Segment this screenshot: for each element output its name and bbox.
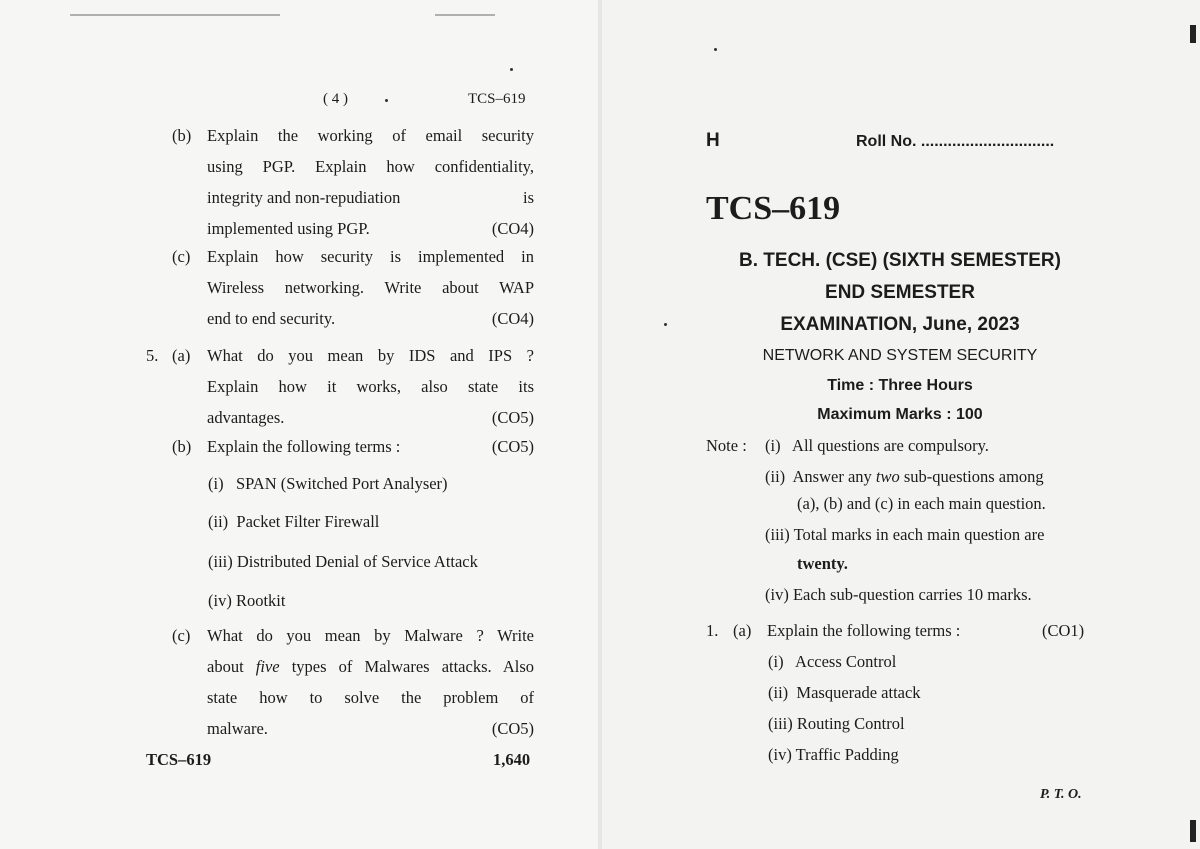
question-line: Explain the working of email security	[207, 126, 534, 145]
term-item: (i) Access Control	[768, 652, 897, 671]
note-item: (ii) Answer any two sub-questions among	[765, 467, 1044, 486]
scan-edge-mark	[1190, 820, 1196, 842]
question-line: Explain how it works, also state its	[207, 377, 534, 396]
question-line: advantages. (CO5)	[207, 402, 534, 433]
question-5c	[172, 620, 534, 744]
question-5a	[172, 340, 534, 433]
question-5b	[172, 431, 534, 462]
question-line: What do you mean by Malware ? Write	[207, 626, 534, 645]
question-line: malware. (CO5)	[207, 713, 534, 744]
scan-speck	[714, 48, 717, 51]
please-turn-over: P. T. O.	[1040, 787, 1082, 802]
maximum-marks: Maximum Marks : 100	[817, 406, 983, 423]
scan-speck	[664, 323, 667, 326]
question-label: (c)	[172, 247, 191, 266]
note-item: (iv) Each sub-question carries 10 marks.	[765, 585, 1032, 604]
program-title: B. TECH. (CSE) (SIXTH SEMESTER)	[739, 250, 1061, 271]
course-outcome: (CO1)	[1042, 621, 1085, 640]
term-item: (ii) Masquerade attack	[768, 683, 921, 702]
exam-title-line2: EXAMINATION, June, 2023	[780, 314, 1020, 335]
question-line: Wireless networking. Write about WAP	[207, 278, 534, 297]
question-line: about five types of Malwares attacks. Also	[207, 657, 534, 676]
term-item: (iii) Routing Control	[768, 714, 905, 733]
exam-title-line1: END SEMESTER	[825, 282, 975, 303]
page-header-code: TCS–619	[468, 91, 526, 107]
note-label: Note :	[706, 436, 747, 455]
question-line: using PGP. Explain how confidentiality,	[207, 157, 534, 176]
question-label: (a)	[172, 346, 191, 365]
footer-copies: 1,640	[493, 750, 531, 769]
question-line: implemented using PGP. (CO4)	[207, 213, 534, 244]
course-outcome: (CO5)	[491, 408, 534, 427]
question-line: What do you mean by IDS and IPS ?	[207, 346, 534, 365]
roll-number-field: Roll No. ..............................	[856, 133, 1055, 150]
course-outcome: (CO4)	[491, 309, 534, 328]
question-line: Explain how security is implemented in	[207, 247, 534, 266]
scan-speck	[385, 99, 388, 102]
question-4c	[172, 241, 534, 334]
question-label: (b)	[172, 437, 192, 456]
course-outcome: (CO4)	[491, 219, 534, 238]
note-item: (iii) Total marks in each main question are	[765, 525, 1045, 544]
question-label: (b)	[172, 126, 192, 145]
question-line: end to end security. (CO4)	[207, 303, 534, 334]
question-line: integrity and non-repudiation is	[207, 188, 534, 207]
question-4b	[172, 120, 534, 244]
course-outcome: (CO5)	[491, 437, 534, 456]
paper-code: TCS–619	[706, 190, 841, 227]
course-outcome: (CO5)	[491, 719, 534, 738]
question-number: 1.	[706, 621, 719, 640]
term-item: (iv) Rootkit	[208, 591, 286, 610]
page-fold	[598, 0, 602, 849]
scan-edge-mark	[1190, 25, 1196, 43]
scan-speck	[510, 68, 513, 71]
question-line: state how to solve the problem of	[207, 688, 534, 707]
note-item-continued: (a), (b) and (c) in each main question.	[797, 494, 1046, 513]
term-item: (ii) Packet Filter Firewall	[208, 512, 380, 531]
paper-set: H	[706, 130, 720, 151]
scan-edge-line	[435, 14, 495, 16]
note-item-continued: twenty.	[797, 554, 848, 573]
question-label: (a)	[733, 621, 752, 640]
question-label: (c)	[172, 626, 191, 645]
exam-duration: Time : Three Hours	[827, 377, 973, 394]
term-item: (iv) Traffic Padding	[768, 745, 899, 764]
question-number: 5.	[146, 346, 159, 365]
question-line: Explain the following terms : (CO5)	[207, 431, 534, 462]
subject-title: NETWORK AND SYSTEM SECURITY	[762, 347, 1038, 364]
page-number: ( 4 )	[323, 91, 348, 107]
term-item: (iii) Distributed Denial of Service Attack	[208, 552, 478, 571]
note-item: (i) All questions are compulsory.	[765, 436, 989, 455]
question-text: Explain the following terms :	[767, 621, 961, 640]
footer-code: TCS–619	[146, 750, 212, 769]
scan-edge-line	[70, 14, 280, 16]
term-item: (i) SPAN (Switched Port Analyser)	[208, 474, 448, 493]
